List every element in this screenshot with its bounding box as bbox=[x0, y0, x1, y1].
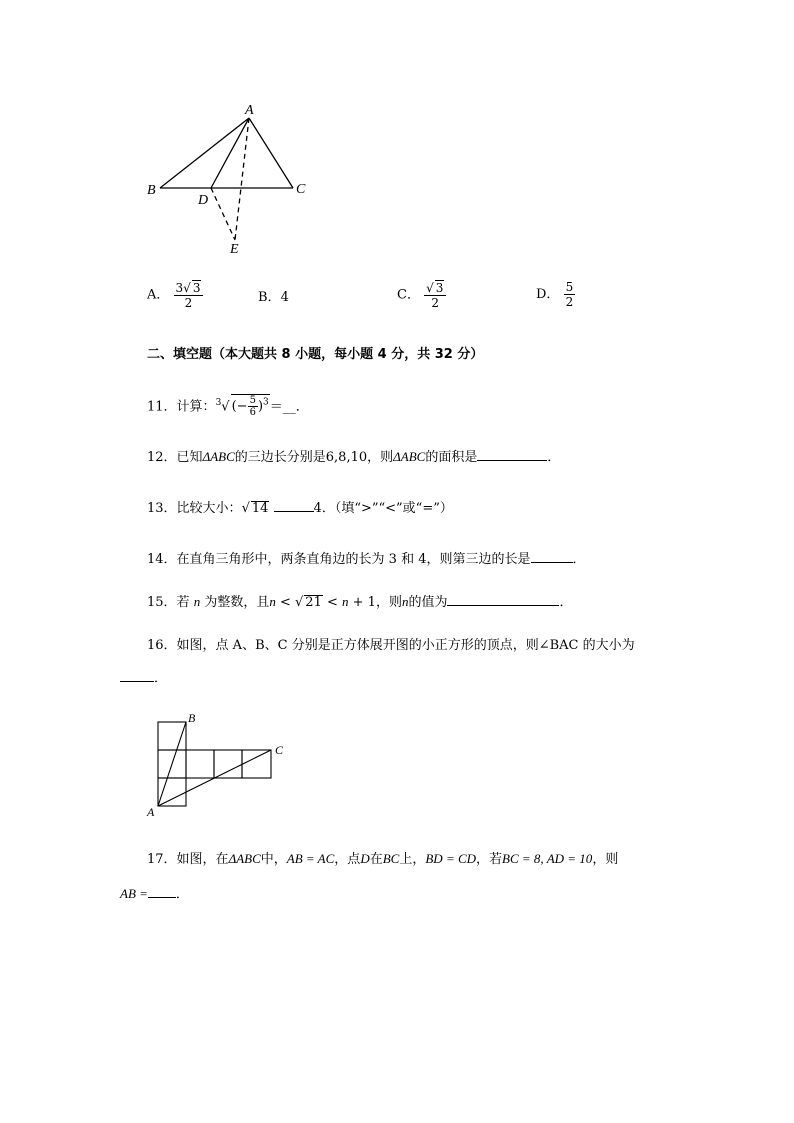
grid-square bbox=[242, 750, 271, 778]
label-d: D bbox=[198, 193, 209, 208]
label-c: C bbox=[275, 743, 284, 757]
answer-blank[interactable] bbox=[531, 549, 573, 563]
option-b: B．4 bbox=[258, 290, 289, 305]
grid-square bbox=[186, 750, 214, 778]
question-11: 11．计算：$^3$√ (− $\frac{5}{6}$ )$^3$＝__． bbox=[147, 395, 309, 419]
segment-ac bbox=[249, 118, 293, 188]
question-13: 13．比较大小：√ 14 4．（填“>”“<”或“=”） bbox=[147, 498, 453, 518]
option-c: C． $\frac{√ 3}{2}$ bbox=[397, 280, 446, 310]
grid-square bbox=[214, 750, 242, 778]
label-a: A bbox=[147, 805, 155, 819]
label-b: B bbox=[147, 183, 156, 198]
answer-blank[interactable] bbox=[447, 592, 559, 606]
segment-ab bbox=[158, 722, 186, 806]
answer-blank[interactable] bbox=[274, 498, 314, 512]
question-15: 15．若 n 为整数，且n < √ 21 < n + 1，则n的值为 ． bbox=[147, 594, 573, 610]
option-a-fraction: $\frac{3√ 3}{2}$ bbox=[174, 280, 204, 310]
label-a: A bbox=[245, 103, 254, 118]
label-c: C bbox=[296, 182, 306, 197]
question-17-continued: AB = ． bbox=[120, 886, 189, 902]
cube-net-figure bbox=[140, 708, 300, 828]
answer-blank[interactable] bbox=[477, 447, 547, 461]
segment-ab bbox=[160, 118, 249, 188]
segment-ad bbox=[211, 118, 249, 188]
triangle-figure bbox=[140, 100, 320, 260]
option-d-fraction: $\frac{5}{2}$ bbox=[565, 280, 574, 309]
question-16-continued: ． bbox=[120, 668, 167, 688]
question-17: 17．如图，在ΔABC中，AB = AC，点D在BC上，BD = CD，若BC = 8, AD = 10，则 bbox=[147, 851, 619, 867]
question-16: 16．如图，点 A、B、C 分别是正方体展开图的小正方形的顶点，则∠BAC 的大小为 bbox=[147, 638, 635, 653]
option-a: A． $\frac{3√ 3}{2}$ bbox=[147, 280, 203, 310]
dashed-de bbox=[211, 188, 235, 240]
label-b: B bbox=[188, 711, 196, 725]
question-14: 14．在直角三角形中，两条直角边的长为 3 和 4，则第三边的长是 ． bbox=[147, 549, 586, 569]
section-heading: 二、填空题（本大题共 8 小题，每小题 4 分，共 32 分） bbox=[147, 347, 484, 362]
question-12: 12．已知ΔABC的三边长分别是6,8,10，则ΔABC的面积是 ． bbox=[147, 449, 561, 465]
q11-radicand: (− $\frac{5}{6}$ )$^3$ bbox=[231, 395, 269, 419]
answer-blank[interactable] bbox=[148, 884, 176, 898]
dashed-ae bbox=[235, 118, 249, 240]
answer-blank[interactable] bbox=[120, 668, 154, 682]
label-e: E bbox=[230, 242, 239, 257]
option-d: D． $\frac{5}{2}$ bbox=[536, 280, 574, 309]
option-c-fraction: $\frac{√ 3}{2}$ bbox=[424, 280, 446, 310]
